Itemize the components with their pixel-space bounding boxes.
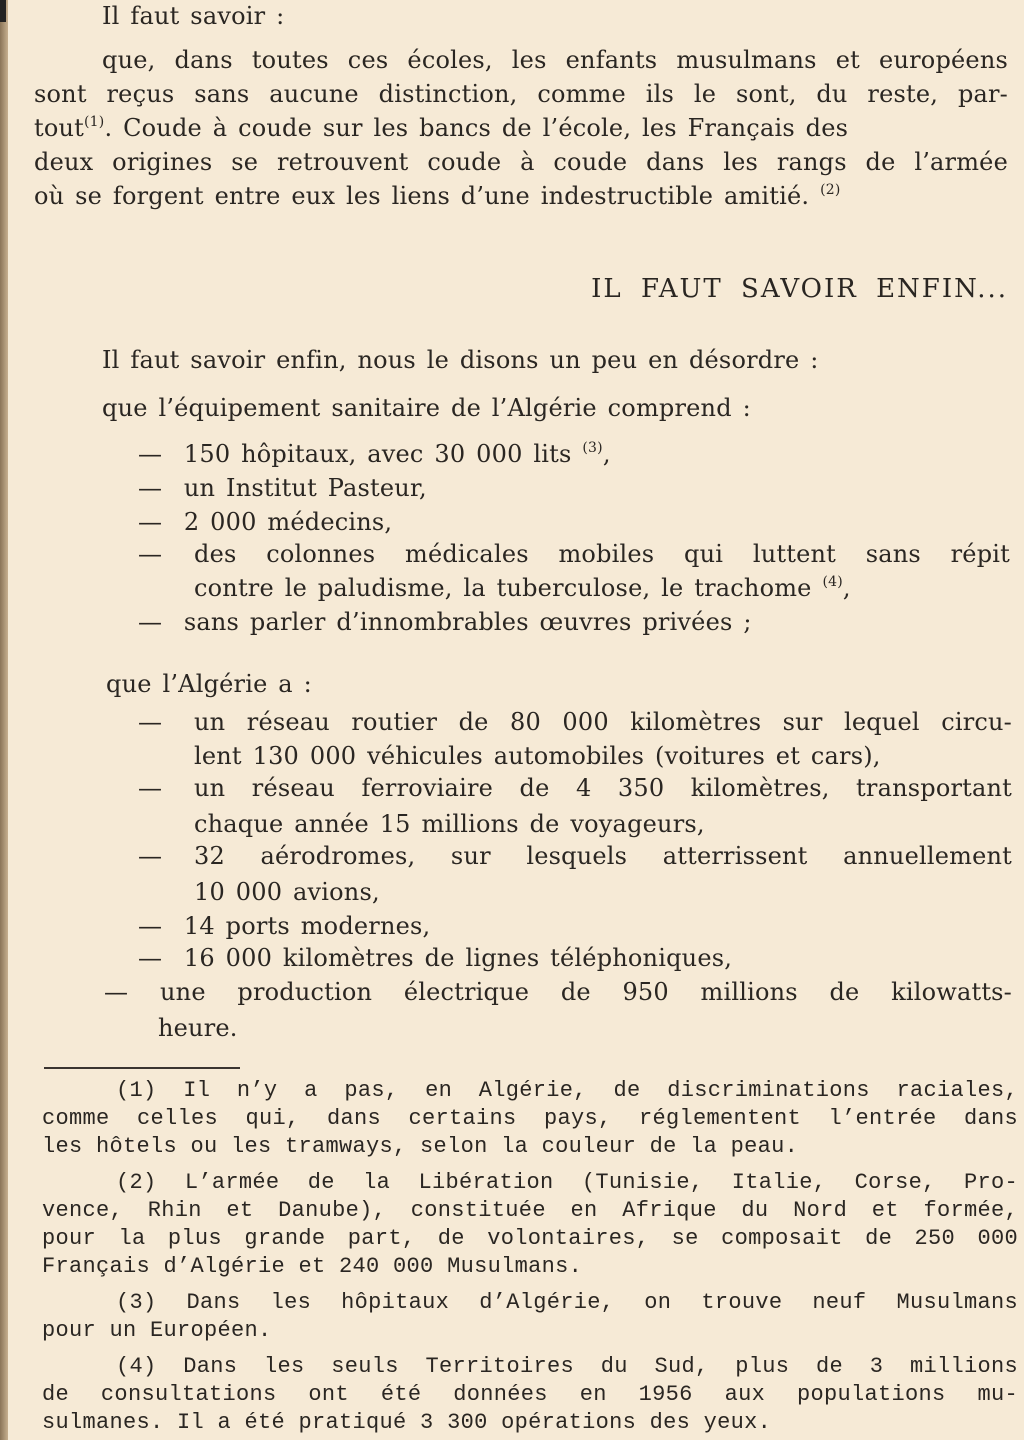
footnote-4-line-1: (4) Dans les seuls Territoires du Sud, plus de 3 millions [116, 1354, 1018, 1379]
infra-item: — 16 000 kilomètres de lignes téléphoniques, [138, 944, 733, 972]
footnote-1-line-2: comme celles qui, dans certains pays, réglementent l’entrée dans [42, 1106, 1018, 1131]
health-item: — 2 000 médecins, [138, 508, 393, 536]
health-item: — sans parler d’innombrables œuvres privées ; [138, 608, 752, 636]
footnote-2-line-2: vence, Rhin et Danube), constituée en Afrique du Nord et formée, [42, 1198, 1018, 1223]
intro-line-5: où se forgent entre eux les liens d’une indestructible amitié. $^{(2)}$ [34, 182, 841, 210]
infra-item: — un réseau routier de 80 000 kilomètres sur lequel circu- [138, 708, 1012, 736]
footnote-3-line-2: pour un Européen. [42, 1318, 272, 1343]
section-heading: IL FAUT SAVOIR ENFIN... [591, 274, 1008, 304]
health-item: — 150 hôpitaux, avec 30 000 lits $^{(3)}$, [138, 440, 611, 468]
footnote-ref-3[interactable]: (3) [582, 440, 603, 456]
intro-lead: Il faut savoir : [102, 2, 285, 30]
footnote-4-line-2: de consultations ont été données en 1956 aux populations mu- [42, 1382, 1018, 1407]
footnote-2-line-3: pour la plus grande part, de volontaires, se composait de 250 000 [42, 1226, 1018, 1251]
infra-item: — 32 aérodromes, sur lesquels atterrissent annuellement [138, 842, 1012, 870]
footnote-ref-4[interactable]: (4) [822, 574, 843, 590]
infra-item-continuation: 10 000 avions, [194, 878, 380, 906]
footnote-3-line-1: (3) Dans les hôpitaux d’Algérie, on trouve neuf Musulmans [116, 1290, 1018, 1315]
footnote-ref-2[interactable]: (2) [820, 182, 841, 198]
section-lead: Il faut savoir enfin, nous le disons un peu en désordre : [102, 346, 819, 374]
footnote-separator [44, 1067, 240, 1069]
infra-item: — une production électrique de 950 millions de kilowatts- [104, 978, 1012, 1006]
health-intro: que l’équipement sanitaire de l’Algérie comprend : [102, 394, 751, 422]
health-item: — un Institut Pasteur, [138, 474, 427, 502]
footnote-1-line-3: les hôtels ou les tramways, selon la couleur de la peau. [42, 1134, 799, 1159]
intro-line-3-text: tout$^{(1)}$. Coude à coude sur les bancs de l’école, les Français des [34, 114, 849, 142]
infra-item: — 14 ports modernes, [138, 912, 431, 940]
infra-item: — un réseau ferroviaire de 4 350 kilomètres, transportant [138, 774, 1012, 802]
infra-item-continuation: heure. [158, 1014, 238, 1042]
intro-line-1: que, dans toutes ces écoles, les enfants musulmans et européens [102, 46, 1008, 74]
footnote-ref-1[interactable]: (1) [84, 114, 105, 130]
scan-corner [0, 0, 6, 22]
infra-item-continuation: chaque année 15 millions de voyageurs, [194, 810, 705, 838]
footnote-4-line-3: sulmanes. Il a été pratiqué 3 300 opérations des yeux. [42, 1410, 772, 1435]
intro-line-3 [34, 114, 1008, 142]
page-binding-edge [0, 0, 8, 1440]
intro-line-4: deux origines se retrouvent coude à coude dans les rangs de l’armée [34, 148, 1008, 176]
footnote-2-line-4: Français d’Algérie et 240 000 Musulmans. [42, 1254, 583, 1279]
infra-intro: que l’Algérie a : [106, 670, 312, 698]
footnote-1-line-1: (1) Il n’y a pas, en Algérie, de discriminations raciales, [116, 1078, 1018, 1103]
intro-line-2: sont reçus sans aucune distinction, comme ils le sont, du reste, par- [34, 80, 1008, 108]
health-item-continuation: contre le paludisme, la tuberculose, le trachome $^{(4)}$, [194, 574, 851, 602]
health-item: — des colonnes médicales mobiles qui luttent sans répit [138, 540, 1010, 568]
infra-item-continuation: lent 130 000 véhicules automobiles (voitures et cars), [194, 742, 881, 770]
footnote-2-line-1: (2) L’armée de la Libération (Tunisie, Italie, Corse, Pro- [116, 1170, 1018, 1195]
